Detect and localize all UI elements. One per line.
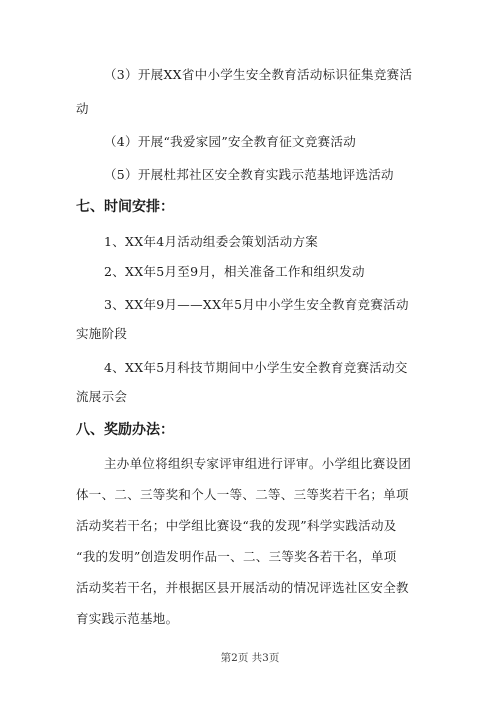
paragraph-line: “我的发明”创造发明作品一、二、三等奖各若干名，单项 xyxy=(76,549,397,564)
paragraph-line: 体一、二、三等奖和个人一等、二等、三等奖若干名；单项 xyxy=(76,487,409,502)
section-eight-heading: 八、奖励办法： xyxy=(76,422,174,438)
paragraph-line: 主办单位将组织专家评审组进行评审。小学组比赛设团 xyxy=(104,456,412,471)
list-item-3-line1: （3）开展XX省中小学生安全教育活动标识征集竞赛活 xyxy=(104,67,413,82)
schedule-item-3-line2: 实施阶段 xyxy=(76,326,128,341)
paragraph-line: 活动奖若干名，并根据区县开展活动的情况评选社区安全教 xyxy=(76,580,409,595)
paragraph-line: 活动奖若干名；中学组比赛设“我的发现”科学实践活动及 xyxy=(76,518,397,533)
section-seven-heading: 七、时间安排： xyxy=(76,199,174,215)
schedule-item-2: 2、XX年5月至9月，相关准备工作和组织发动 xyxy=(104,264,365,279)
list-item-5: （5）开展杜邦社区安全教育实践示范基地评选活动 xyxy=(104,167,394,182)
paragraph-line: 育实践示范基地。 xyxy=(76,611,179,626)
list-item-4: （4）开展“我爱家园”安全教育征文竞赛活动 xyxy=(104,134,357,149)
page-footer: 第2页 共3页 xyxy=(220,652,280,664)
schedule-item-3-line1: 3、XX年9月——XX年5月中小学生安全教育竞赛活动 xyxy=(104,297,409,312)
list-item-3-line2: 动 xyxy=(76,101,89,116)
schedule-item-4-line2: 流展示会 xyxy=(76,389,128,404)
schedule-item-4-line1: 4、XX年5月科技节期间中小学生安全教育竞赛活动交 xyxy=(104,360,408,375)
schedule-item-1: 1、XX年4月活动组委会策划活动方案 xyxy=(104,234,319,249)
